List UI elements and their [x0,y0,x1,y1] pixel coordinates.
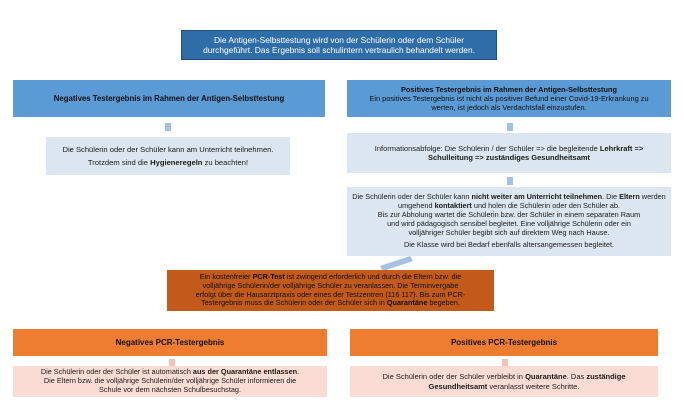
positive-antigen-title-box [347,80,671,117]
pcr-test-line-1: Ein kostenfreier PCR-Test ist zwingend erforderlich und durch die Eltern bzw. die [199,271,462,281]
positive-antigen-detail-line-5: Die Klasse wird bei Bedarf ebenfalls altersangemessen begleitet. [403,239,615,249]
positive-pcr-info-box [350,366,658,397]
pcr-test-line-2: volljährige Schülerin/der volljährige Schüler zu veranlassen. Die Terminvergabe [202,280,459,290]
information-sequence-box [347,133,671,173]
positive-antigen-detail-line-4: volljähriger Schüler begibt sich auf direktem Weg nach Hause. [408,227,610,237]
header-line-2: durchgeführt. Das Ergebnis soll schulintern vertraulich behandelt werden. [203,45,475,55]
negative-antigen-text-2: Trotzdem sind die Hygieneregeln zu beachten! [87,157,249,167]
positive-antigen-detail-line-2: Bis zur Abholung wartet die Schülerin bzw. der Schüler in einem separaten Raum [377,210,641,220]
pcr-test-line-4: Testergebnis muss die Schülerin oder der Schüler sich in Quarantäne begeben. [201,298,460,308]
positive-antigen-detail-line-3: und wird pädagogisch sensibel begleitet. Eine volljährige Schülerin oder ein [387,219,631,228]
arrow-down-icon [507,123,513,131]
positive-pcr-title: Positives PCR-Testergebnis [450,337,558,347]
negative-pcr-text-3: Schule vor dem nächsten Schulbesuchstag. [99,384,241,394]
arrow-down-icon [507,177,513,185]
positive-pcr-text-2: Gesundheitsamt veranlasst weitere Schritte. [428,381,580,391]
arrow-down-icon [165,123,171,131]
negative-antigen-title: Negatives Testergebnis im Rahmen der Antigen-Selbsttestung [53,93,285,103]
positive-antigen-title: Positives Testergebnis im Rahmen der Antigen-Selbsttestung [400,84,617,94]
positive-antigen-detail-box [347,187,671,256]
information-sequence-line-2: Schulleitung => zuständiges Gesundheitsamt [427,153,591,162]
negative-antigen-info-box [46,137,290,175]
positive-antigen-detail-line-1: Die Schülerin oder der Schüler kann nicht weiter am Unterricht teilnehmen. Die Eltern werden umgehend kontaktiert und holen die Schülerin oder den Schüler ab. [352,192,666,211]
header-line-1: Die Antigen-Selbsttestung wird von der Schülerin oder dem Schüler [214,34,464,45]
positive-pcr-text-1: Die Schülerin oder der Schüler verbleibt in Quarantäne. Das zuständige [382,372,626,382]
information-sequence-line-1: Informationsabfolge: Die Schülerin / der Schüler => die begleitende Lehrkraft => [374,143,644,153]
negative-pcr-title: Negatives PCR-Testergebnis [115,337,225,347]
negative-pcr-title-box [13,329,327,356]
positive-pcr-title-box [350,329,658,356]
positive-antigen-subtitle-2: werten, ist jedoch als Verdachtsfall einzustufen. [431,103,587,113]
negative-pcr-text-2: Die Eltern bzw. die volljährige Schülerin/der volljährige Schüler informieren die [43,376,297,386]
pcr-test-box [167,270,494,311]
pcr-test-line-3: erfolgt über die Hausarztpraxis oder eines der Testzentren (116 117). Bis zum PCR- [195,289,466,299]
header-box [181,30,497,60]
negative-antigen-title-box [13,80,325,117]
positive-antigen-subtitle-1: Ein positives Testergebnis ist nicht als positiver Befund einer Covid-19-Erkrankung zu [369,93,649,103]
negative-antigen-text-1: Die Schülerin oder der Schüler kann am Unterricht teilnehmen. [62,145,274,155]
negative-pcr-text-1: Die Schülerin oder der Schüler ist automatisch aus der Quarantäne entlassen. [40,367,300,377]
negative-pcr-info-box [13,366,327,397]
